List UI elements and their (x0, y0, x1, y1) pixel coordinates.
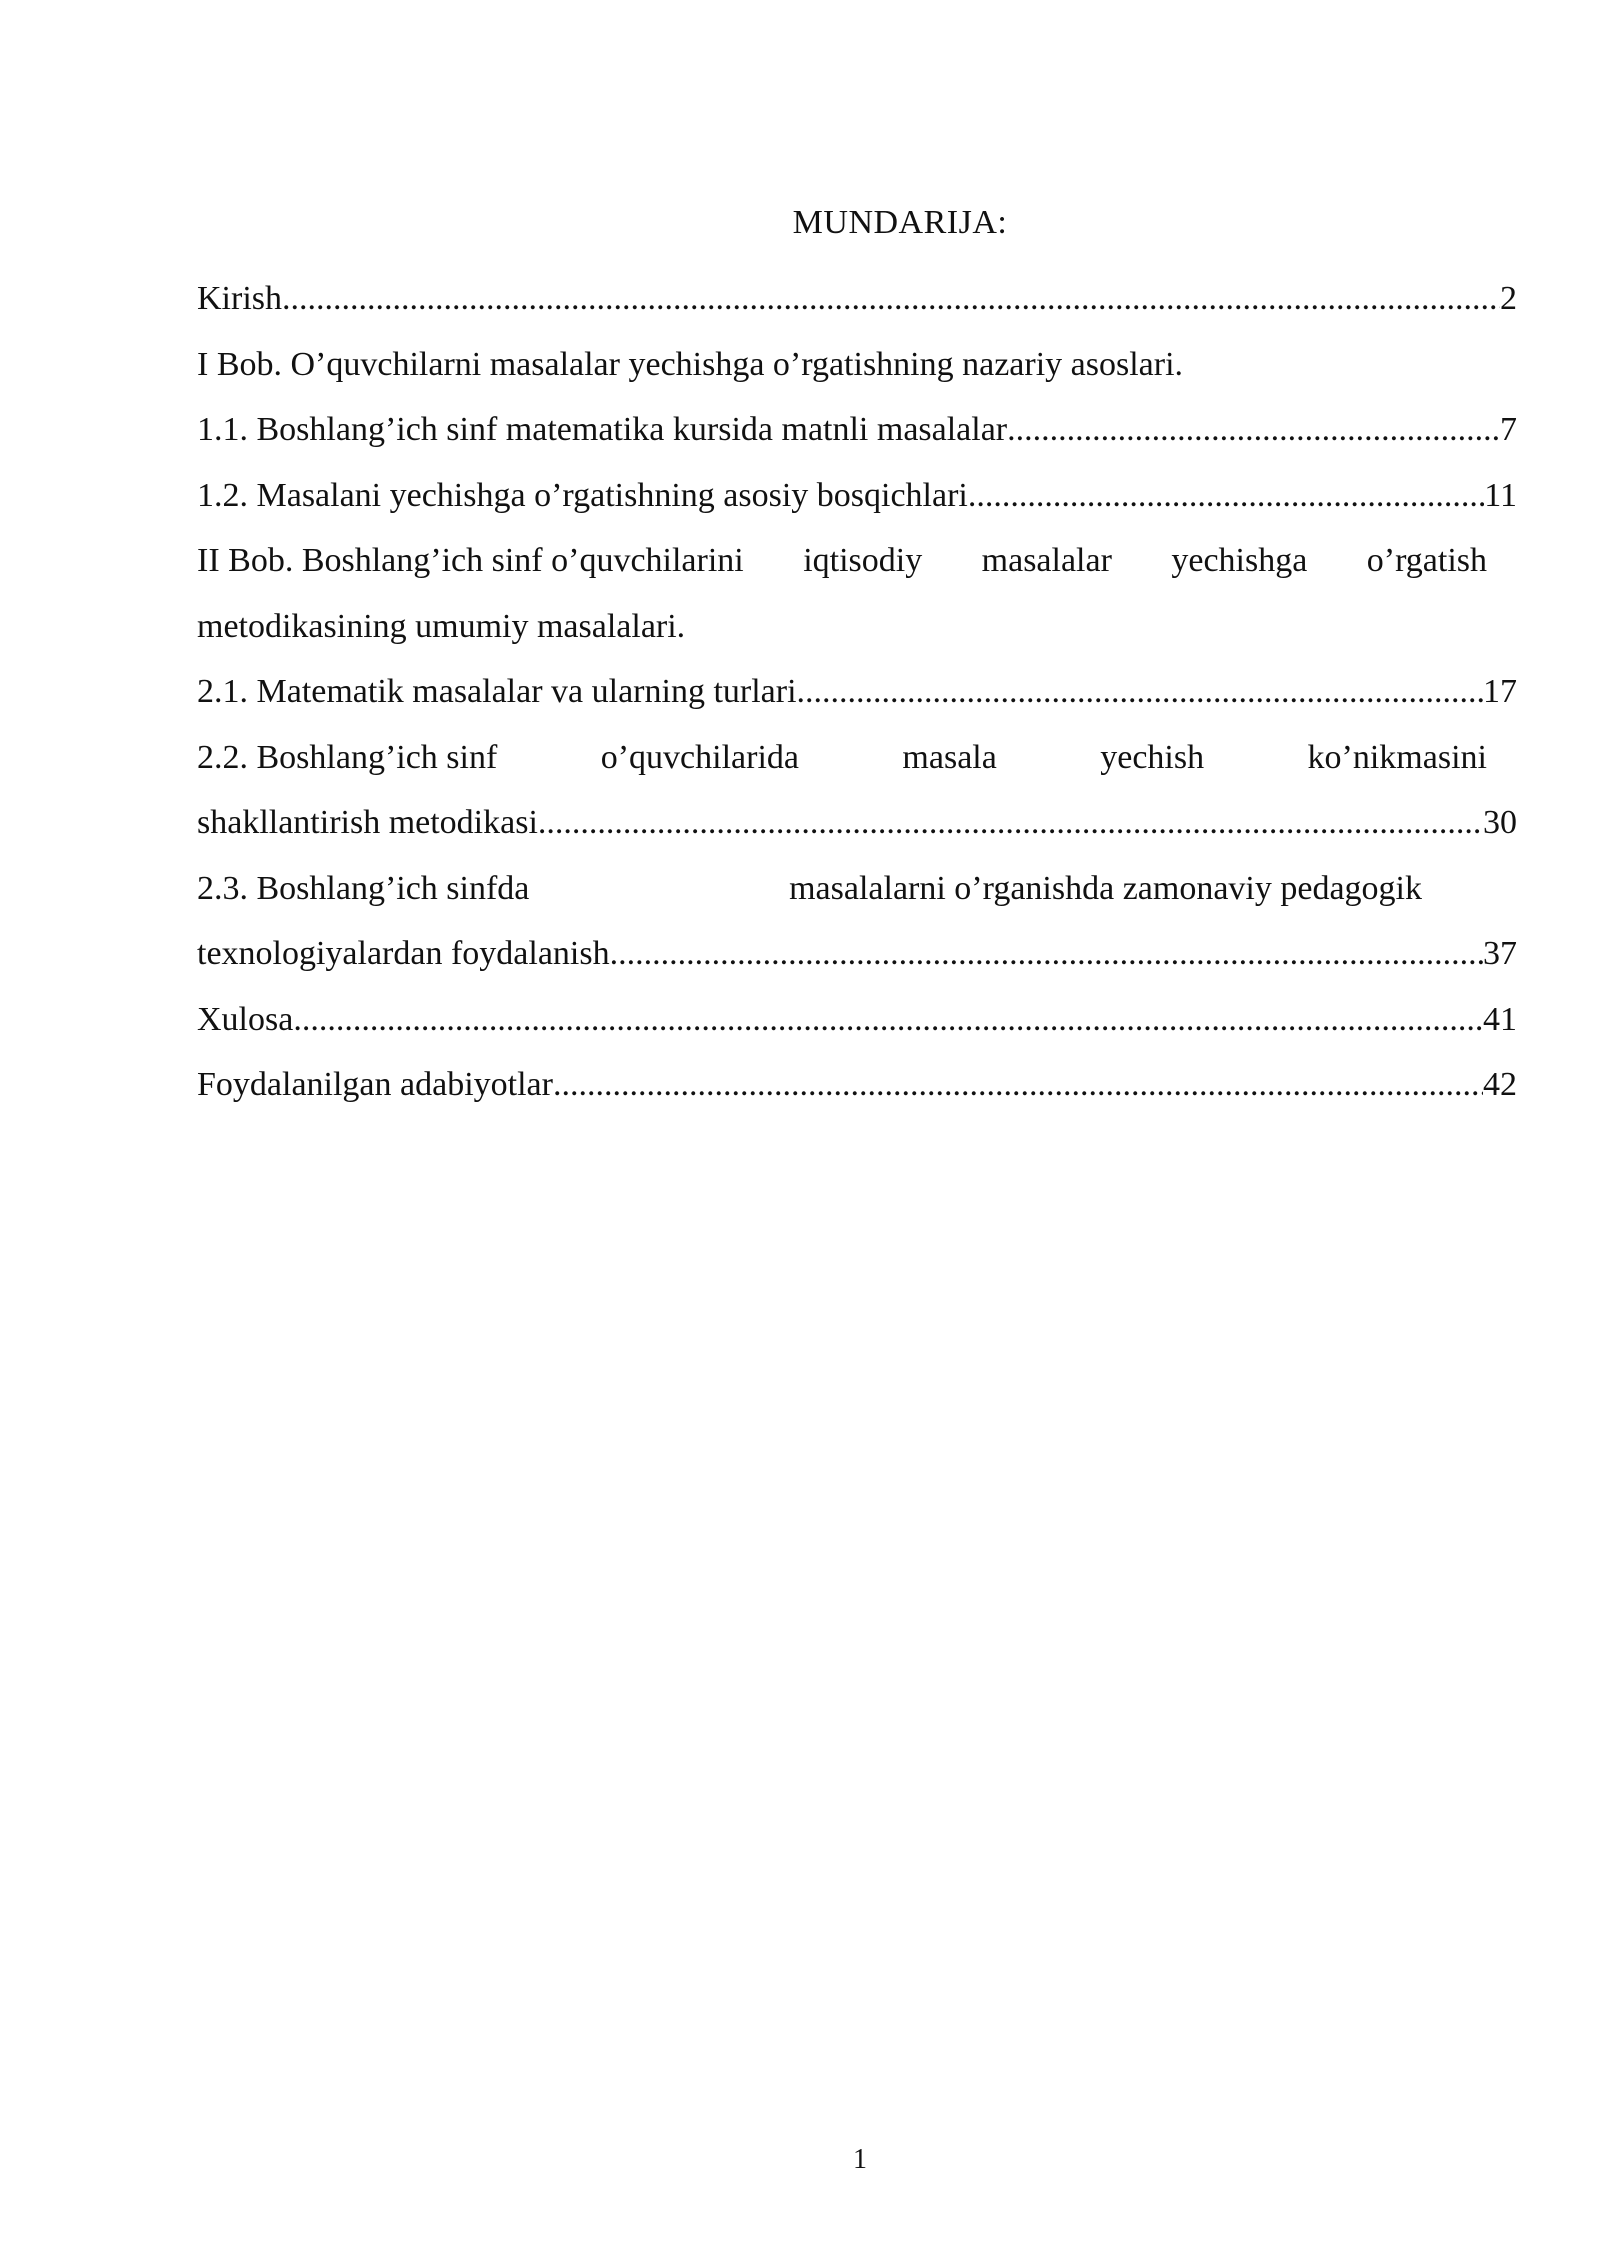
toc-page-number: 11 (1484, 476, 1517, 514)
heading-word: II Bob. Boshlang’ich sinf o’quvchilarini (197, 542, 744, 579)
heading-word: yechish (1100, 738, 1205, 776)
toc-entry-conclusion (197, 987, 1517, 1053)
toc-entry-label: Foydalanilgan adabiyotlar (197, 1066, 553, 1103)
toc-chapter-2-heading-line-1 (197, 528, 1517, 594)
heading-word: 2.2. Boshlang’ich sinf (197, 738, 498, 776)
toc-chapter-1-heading: I Bob. O’quvchilarni masalalar yechishga o’rgatishning nazariy asoslari. (197, 345, 1184, 383)
toc-page-number: 30 (1483, 804, 1517, 841)
toc-page-number: 17 (1483, 673, 1517, 710)
heading-word: 2.3. Boshlang’ich sinfda (197, 869, 530, 907)
table-of-contents (197, 266, 1517, 1118)
page-title: MUNDARIJA: (792, 204, 1008, 241)
toc-entry-label: Kirish (197, 280, 282, 317)
heading-word: o’quvchilarida (600, 738, 799, 776)
dot-leader (968, 463, 1484, 529)
toc-entry-2-1 (197, 659, 1517, 725)
toc-page-number: 2 (1500, 280, 1517, 317)
heading-word: o’rgatish (1366, 542, 1487, 579)
toc-entry-2-2-line-1 (197, 725, 1517, 791)
dot-leader (1007, 397, 1500, 463)
toc-entry-label: shakllantirish metodikasi (197, 804, 538, 841)
dot-leader (797, 659, 1483, 725)
heading-word: yechishga (1171, 542, 1308, 579)
heading-word: masalalar (981, 542, 1112, 579)
dot-leader (538, 790, 1483, 856)
toc-entry-label: Xulosa (197, 1000, 294, 1038)
toc-entry-2-3-line-1 (197, 856, 1517, 922)
toc-entry-label: texnologiyalardan foydalanish (197, 935, 610, 972)
toc-page-number: 41 (1483, 1000, 1517, 1038)
dot-leader (293, 987, 1483, 1053)
toc-entry-1-2 (197, 463, 1517, 529)
toc-entry-label: 2.1. Matematik masalalar va ularning turlari (197, 673, 797, 710)
toc-entry-intro (197, 266, 1517, 332)
toc-entry-label: 1.2. Masalani yechishga o’rgatishning asosiy bosqichlari (197, 476, 968, 514)
toc-entry-2-2-line-2 (197, 790, 1517, 856)
toc-chapter-2-heading-line-2: metodikasining umumiy masalalari. (197, 607, 686, 645)
toc-page-number: 37 (1483, 935, 1517, 972)
toc-entry-2-3-line-2 (197, 921, 1517, 987)
toc-page-number: 42 (1483, 1066, 1517, 1103)
heading-word: iqtisodiy (803, 542, 923, 579)
dot-leader (553, 1052, 1483, 1118)
toc-entry-1-1 (197, 397, 1517, 463)
dot-leader (282, 266, 1500, 332)
toc-entry-label: 1.1. Boshlang’ich sinf matematika kursida matnli masalalar (197, 411, 1008, 448)
heading-word: masalalarni o’rganishda zamonaviy pedagogik (789, 869, 1422, 907)
heading-word: masala (902, 738, 997, 776)
heading-word: ko’nikmasini (1307, 738, 1487, 776)
toc-entry-references (197, 1052, 1517, 1118)
page-footer-number: 1 (853, 2144, 867, 2175)
dot-leader (610, 921, 1483, 987)
toc-page-number: 7 (1500, 411, 1517, 448)
